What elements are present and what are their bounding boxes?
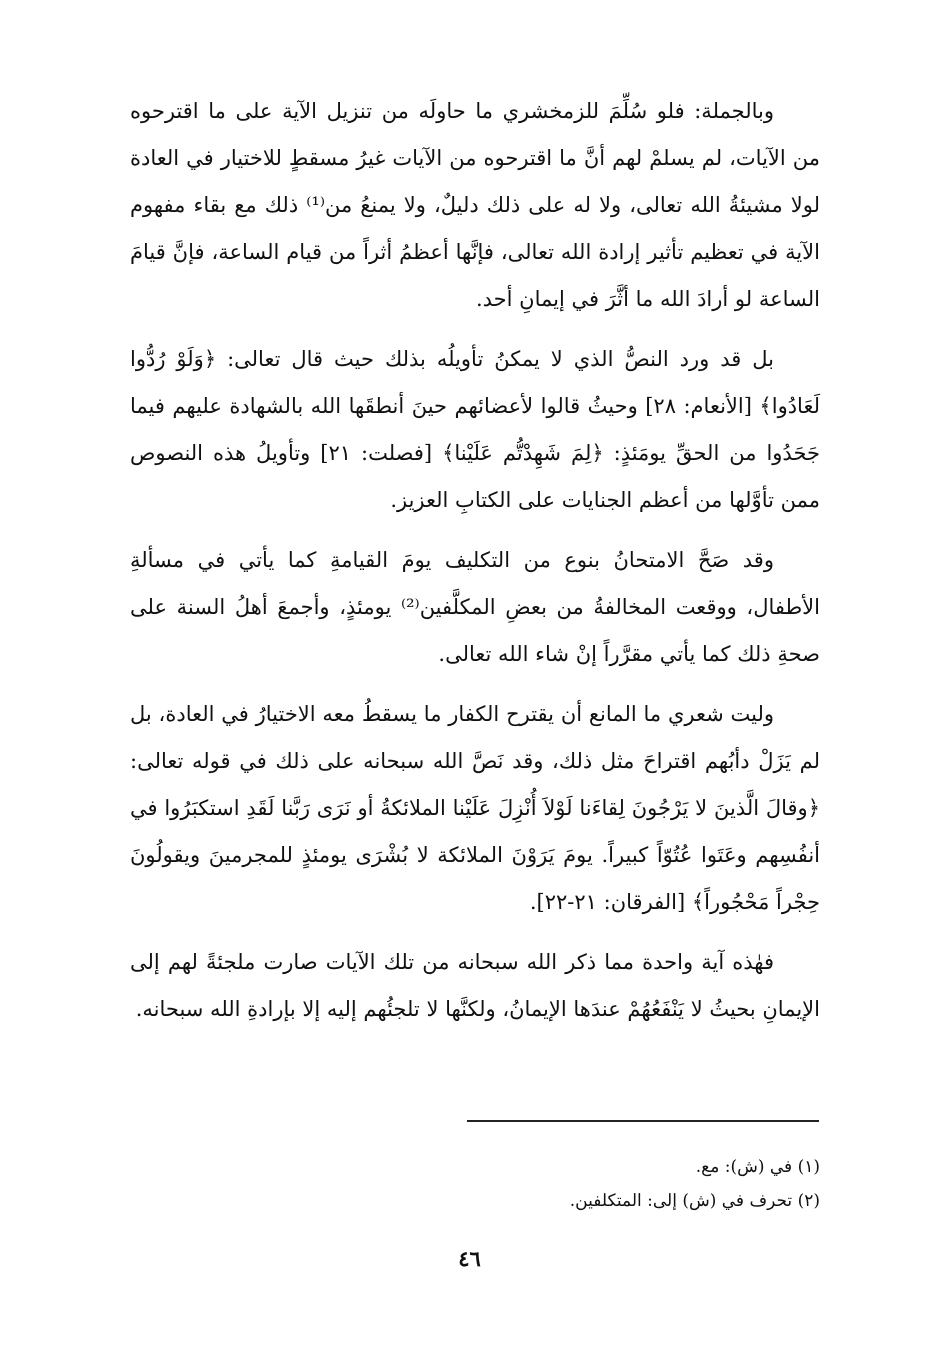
paragraph-4: وليت شعري ما المانع أن يقترح الكفار ما يسقطُ معه الاختيارُ في العادة، بل لم يَزَلْ دأبُهم اقتراحَ مثل ذلك، وقد نَصَّ الله سبحانه على ذلك في قوله تعالى: ﴿وقالَ الَّذينَ لا يَرْجُونَ لِقاءَنا لَوْلاَ أُنْزِلَ عَلَيْنا الملائكةُ أو نَرَى رَبَّنا لَقَدِ استكبَرُوا في أنفُسِهم وعَتَوا عُتُوّاً كبيراً. يومَ يَرَوْنَ الملائكة لا بُشْرَى يومئذٍ للمجرمينَ ويقولُونَ حِجْراً مَحْجُوراً﴾ [الفرقان: ٢١-٢٢]. [130,702,820,914]
paragraph-5: فهٰذه آية واحدة مما ذكر الله سبحانه من تلك الآيات صارت ملجئةً لهم إلى الإيمانِ بحيثُ لا يَنْفَعُهُمْ عندَها الإيمانُ، ولكنَّها لا تلجئُهم إليه إلا بإرادةِ الله سبحانه. [130,950,820,1021]
paragraph-1: وبالجملة: فلو سُلِّمَ للزمخشري ما حاولَه من تنزيل الآية على ما اقترحوه من الآيات، لم يسلمْ لهم أنَّ ما اقترحوه من الآيات غيرُ مسقطٍ للاختيار في العادة لولا مشيئةُ الله تعالى، ولا له على ذلك دليلٌ، ولا يمنعُ من⁽¹⁾ ذلك مع بقاء مفهوم الآية في تعظيم تأثير إرادة الله تعالى، فإنَّها أعظمُ أثراً من قيام الساعة، فإنَّ قيامَ الساعة لو أرادَ الله ما أثَّرَ في إيمانِ أحد. [130,99,820,311]
footnote-2: (٢) تحرف في (ش) إلى: المتكلفين. [569,1191,820,1211]
paragraph-3: وقد صَحَّ الامتحانُ بنوع من التكليف يومَ القيامةِ كما يأتي في مسألةِ الأطفال، ووقعت المخالفةُ من بعضِ المكلَّفين⁽²⁾ يومئذٍ، وأجمعَ أهلُ السنة على صحةِ ذلك كما يأتي مقرَّراً إنْ شاء الله تعالى. [130,548,820,666]
footnotes [130,1150,820,1218]
footnote-1: (١) في (ش): مع. [695,1157,820,1177]
main-text [130,88,820,1046]
page-number: ٤٦ [458,1246,481,1271]
footnote-divider [467,1120,819,1122]
paragraph-2: بل قد ورد النصُّ الذي لا يمكنُ تأويلُه بذلك حيث قال تعالى: ﴿وَلَوْ رُدُّوا لَعَادُوا﴾ [الأنعام: ٢٨] وحيثُ قالوا لأعضائهم حينَ أنطقَها الله بالشهادة عليهم فيما جَحَدُوا من الحقِّ يومَئذٍ: ﴿لِمَ شَهِدْتُّم عَلَيْنا﴾ [فصلت: ٢١] وتأويلُ هذه النصوص ممن تأوَّلها من أعظم الجنايات على الكتابِ العزيز. [130,347,820,512]
